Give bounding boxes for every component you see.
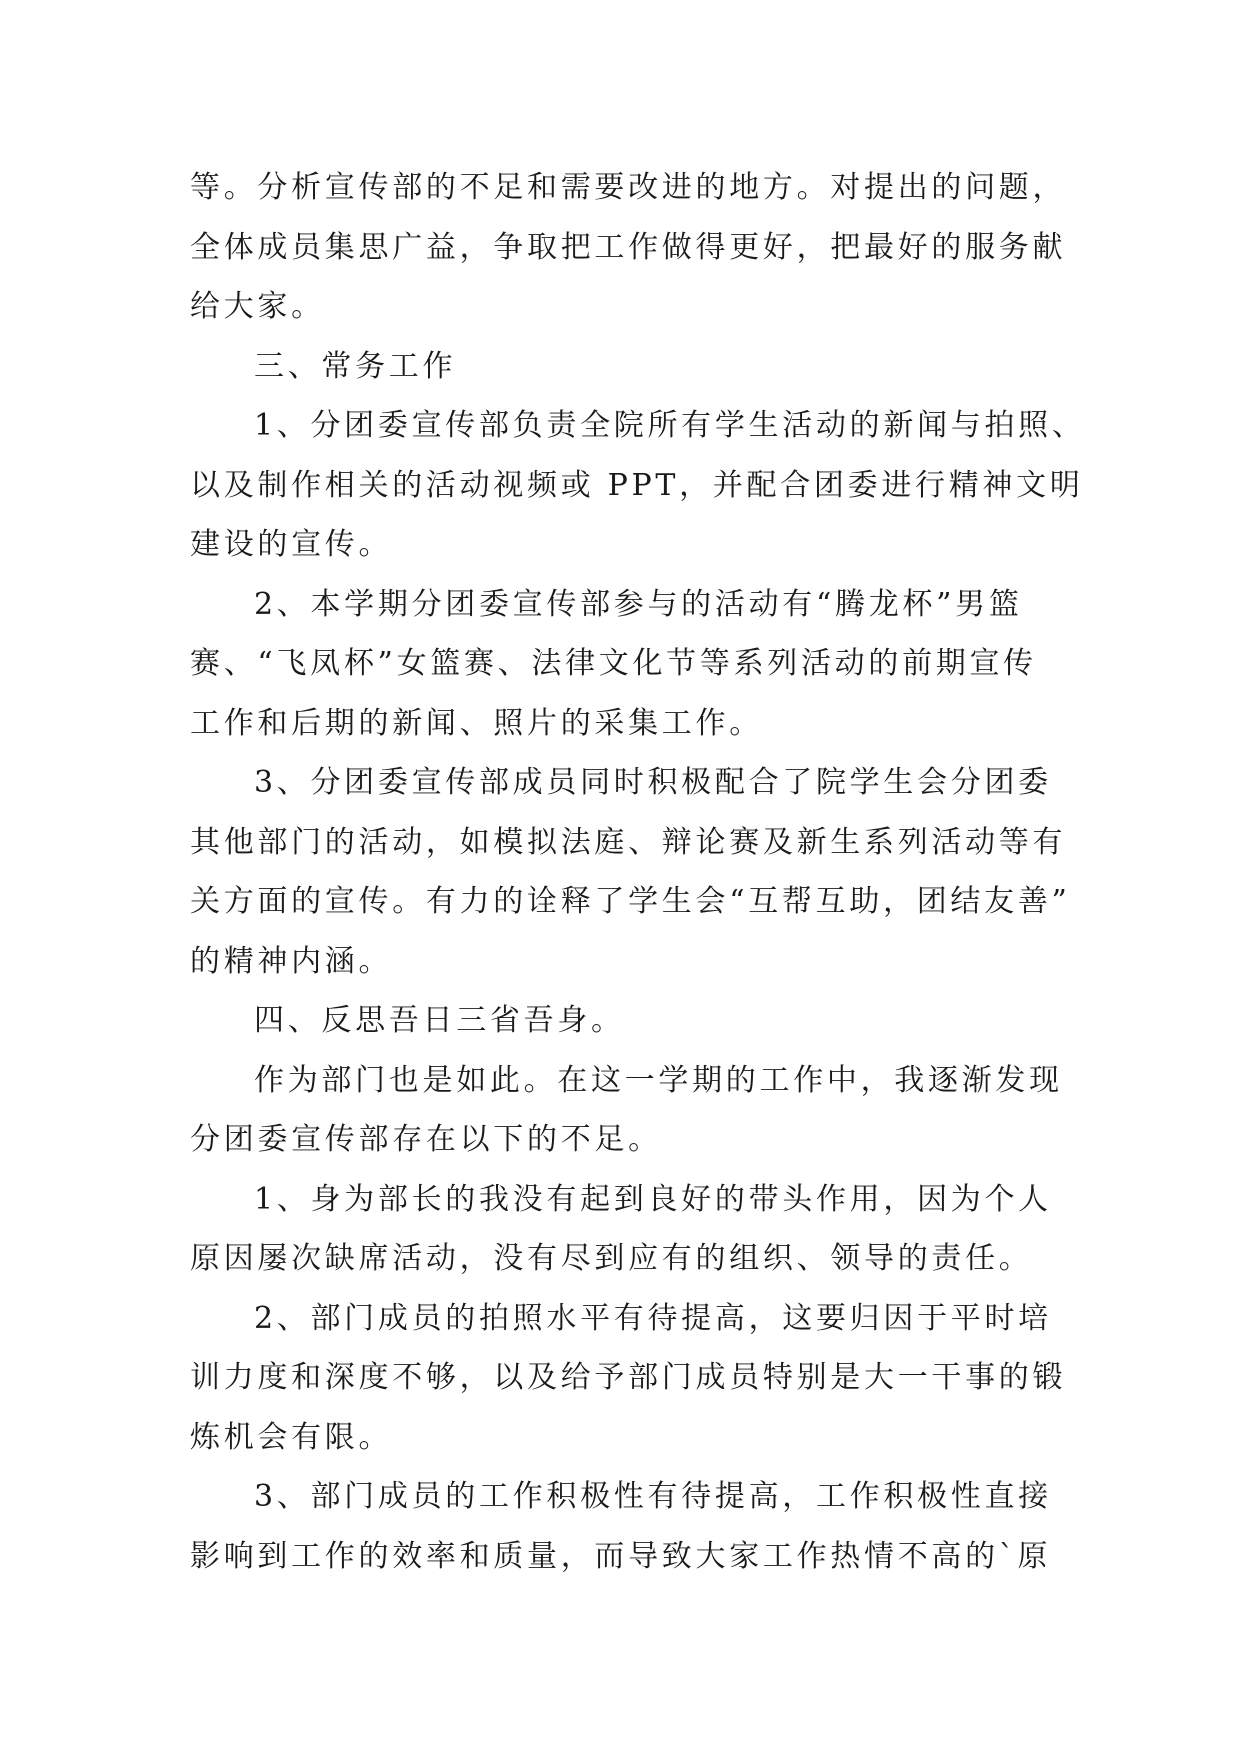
text-line: 等。分析宣传部的不足和需要改进的地方。对提出的问题，	[190, 170, 1067, 205]
paragraph-start-line: 1、分团委宣传部负责全院所有学生活动的新闻与拍照、	[254, 408, 1086, 443]
text-line: 以及制作相关的活动视频或 PPT，并配合团委进行精神文明	[190, 467, 1084, 503]
text-line: 原因屡次缺席活动，没有尽到应有的组织、领导的责任。	[190, 1241, 1033, 1276]
section-heading: 四、反思吾日三省吾身。	[254, 1003, 625, 1038]
text-line: 全体成员集思广益，争取把工作做得更好，把最好的服务献	[190, 229, 1067, 265]
text-line: 关方面的宣传。有力的诠释了学生会“互帮互助，团结友善”	[190, 884, 1071, 919]
text-line: 赛、“飞凤杯”女篮赛、法律文化节等系列活动的前期宣传	[190, 646, 1037, 681]
text-line: 其他部门的活动，如模拟法庭、辩论赛及新生系列活动等有	[190, 824, 1067, 860]
text-line: 工作和后期的新闻、照片的采集工作。	[190, 705, 763, 741]
text-line: 炼机会有限。	[190, 1419, 393, 1455]
document-body	[190, 158, 1086, 1586]
text-line: 影响到工作的效率和质量，而导致大家工作热情不高的`原	[190, 1538, 1052, 1574]
text-line: 给大家。	[190, 289, 325, 324]
paragraph-start-line: 3、分团委宣传部成员同时积极配合了院学生会分团委	[254, 765, 1052, 800]
text-line: 的精神内涵。	[190, 943, 393, 979]
text-line: 训力度和深度不够，以及给予部门成员特别是大一干事的锻	[190, 1360, 1067, 1395]
section-heading: 三、常务工作	[254, 348, 457, 384]
paragraph-start-line: 3、部门成员的工作积极性有待提高，工作积极性直接	[254, 1479, 1052, 1514]
text-line: 分团委宣传部存在以下的不足。	[190, 1122, 662, 1157]
paragraph-start-line: 2、本学期分团委宣传部参与的活动有“腾龙杯”男篮	[254, 586, 1023, 622]
text-line: 建设的宣传。	[190, 527, 393, 562]
paragraph-start-line: 1、身为部长的我没有起到良好的带头作用，因为个人	[254, 1181, 1052, 1217]
paragraph-start-line: 2、部门成员的拍照水平有待提高，这要归因于平时培	[254, 1300, 1052, 1336]
paragraph-start-line: 作为部门也是如此。在这一学期的工作中，我逐渐发现	[254, 1062, 1063, 1098]
